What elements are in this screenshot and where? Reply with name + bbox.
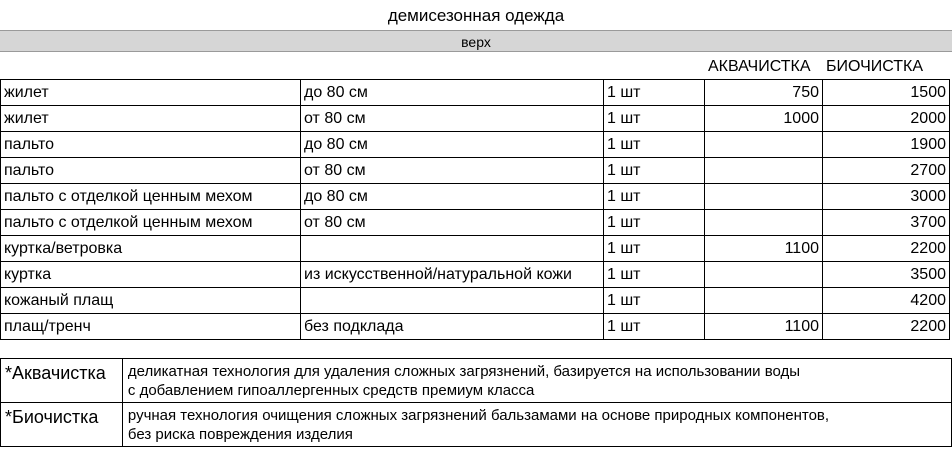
note-term: *Аквачистка — [1, 359, 123, 403]
table-row — [1, 80, 950, 106]
note-row — [1, 359, 952, 403]
table-row — [1, 210, 950, 236]
sheet-title: демисезонная одежда — [387, 6, 565, 25]
column-header-aqua: АКВАЧИСТКА — [708, 58, 811, 75]
aqua-price-cell — [705, 132, 823, 158]
item-name-cell: кожаный плащ — [1, 288, 301, 314]
item-name-cell: куртка/ветровка — [1, 236, 301, 262]
column-header-bio: БИОЧИСТКА — [826, 58, 924, 75]
note-description-line: с добавлением гипоаллергенных средств премиум класса — [127, 382, 535, 399]
aqua-price-cell — [705, 184, 823, 210]
size-cell — [301, 236, 604, 262]
table-row — [1, 106, 950, 132]
aqua-price-cell — [705, 158, 823, 184]
note-term: *Биочистка — [1, 403, 123, 447]
size-cell: от 80 см — [301, 106, 604, 132]
item-name-cell: жилет — [1, 80, 301, 106]
size-cell: от 80 см — [301, 210, 604, 236]
item-name-cell: жилет — [1, 106, 301, 132]
bio-price-cell: 4200 — [823, 288, 950, 314]
quantity-cell: 1 шт — [604, 288, 705, 314]
aqua-price-cell — [705, 262, 823, 288]
item-name-cell: пальто — [1, 132, 301, 158]
bio-price-cell: 2200 — [823, 236, 950, 262]
table-row — [1, 184, 950, 210]
size-cell: без подклада — [301, 314, 604, 340]
price-table — [0, 79, 950, 340]
item-name-cell: пальто — [1, 158, 301, 184]
aqua-price-cell: 1100 — [705, 236, 823, 262]
quantity-cell: 1 шт — [604, 314, 705, 340]
note-row — [1, 403, 952, 447]
item-name-cell: пальто с отделкой ценным мехом — [1, 184, 301, 210]
aqua-price-cell: 1000 — [705, 106, 823, 132]
bio-price-cell: 1500 — [823, 80, 950, 106]
table-row — [1, 288, 950, 314]
item-name-cell: плащ/тренч — [1, 314, 301, 340]
quantity-cell: 1 шт — [604, 158, 705, 184]
item-name-cell: пальто с отделкой ценным мехом — [1, 210, 301, 236]
bio-price-cell: 2200 — [823, 314, 950, 340]
note-description-line: ручная технология очищения сложных загрязнений бальзамами на основе природных компонентов, — [127, 407, 830, 424]
note-description-line: без риска повреждения изделия — [127, 426, 353, 443]
aqua-price-cell: 1100 — [705, 314, 823, 340]
bio-price-cell: 3500 — [823, 262, 950, 288]
bio-price-cell: 2700 — [823, 158, 950, 184]
notes-table — [0, 358, 952, 447]
quantity-cell: 1 шт — [604, 262, 705, 288]
table-row — [1, 314, 950, 340]
quantity-cell: 1 шт — [604, 106, 705, 132]
bio-price-cell: 1900 — [823, 132, 950, 158]
bio-price-cell: 3000 — [823, 184, 950, 210]
quantity-cell: 1 шт — [604, 210, 705, 236]
size-cell: до 80 см — [301, 80, 604, 106]
table-row — [1, 262, 950, 288]
item-name-cell: куртка — [1, 262, 301, 288]
size-cell — [301, 288, 604, 314]
table-row — [1, 158, 950, 184]
aqua-price-cell: 750 — [705, 80, 823, 106]
quantity-cell: 1 шт — [604, 236, 705, 262]
bio-price-cell: 2000 — [823, 106, 950, 132]
aqua-price-cell — [705, 288, 823, 314]
aqua-price-cell — [705, 210, 823, 236]
quantity-cell: 1 шт — [604, 184, 705, 210]
quantity-cell: 1 шт — [604, 132, 705, 158]
size-cell: от 80 см — [301, 158, 604, 184]
bio-price-cell: 3700 — [823, 210, 950, 236]
note-description — [122, 359, 951, 403]
size-cell: до 80 см — [301, 132, 604, 158]
note-description-line: деликатная технология для удаления сложных загрязнений, базируется на использовании воды — [127, 363, 801, 380]
table-row — [1, 132, 950, 158]
section-header: верх — [0, 30, 952, 52]
size-cell: из искусственной/натуральной кожи — [301, 262, 604, 288]
quantity-cell: 1 шт — [604, 80, 705, 106]
note-description — [122, 403, 951, 447]
table-row — [1, 236, 950, 262]
size-cell: до 80 см — [301, 184, 604, 210]
